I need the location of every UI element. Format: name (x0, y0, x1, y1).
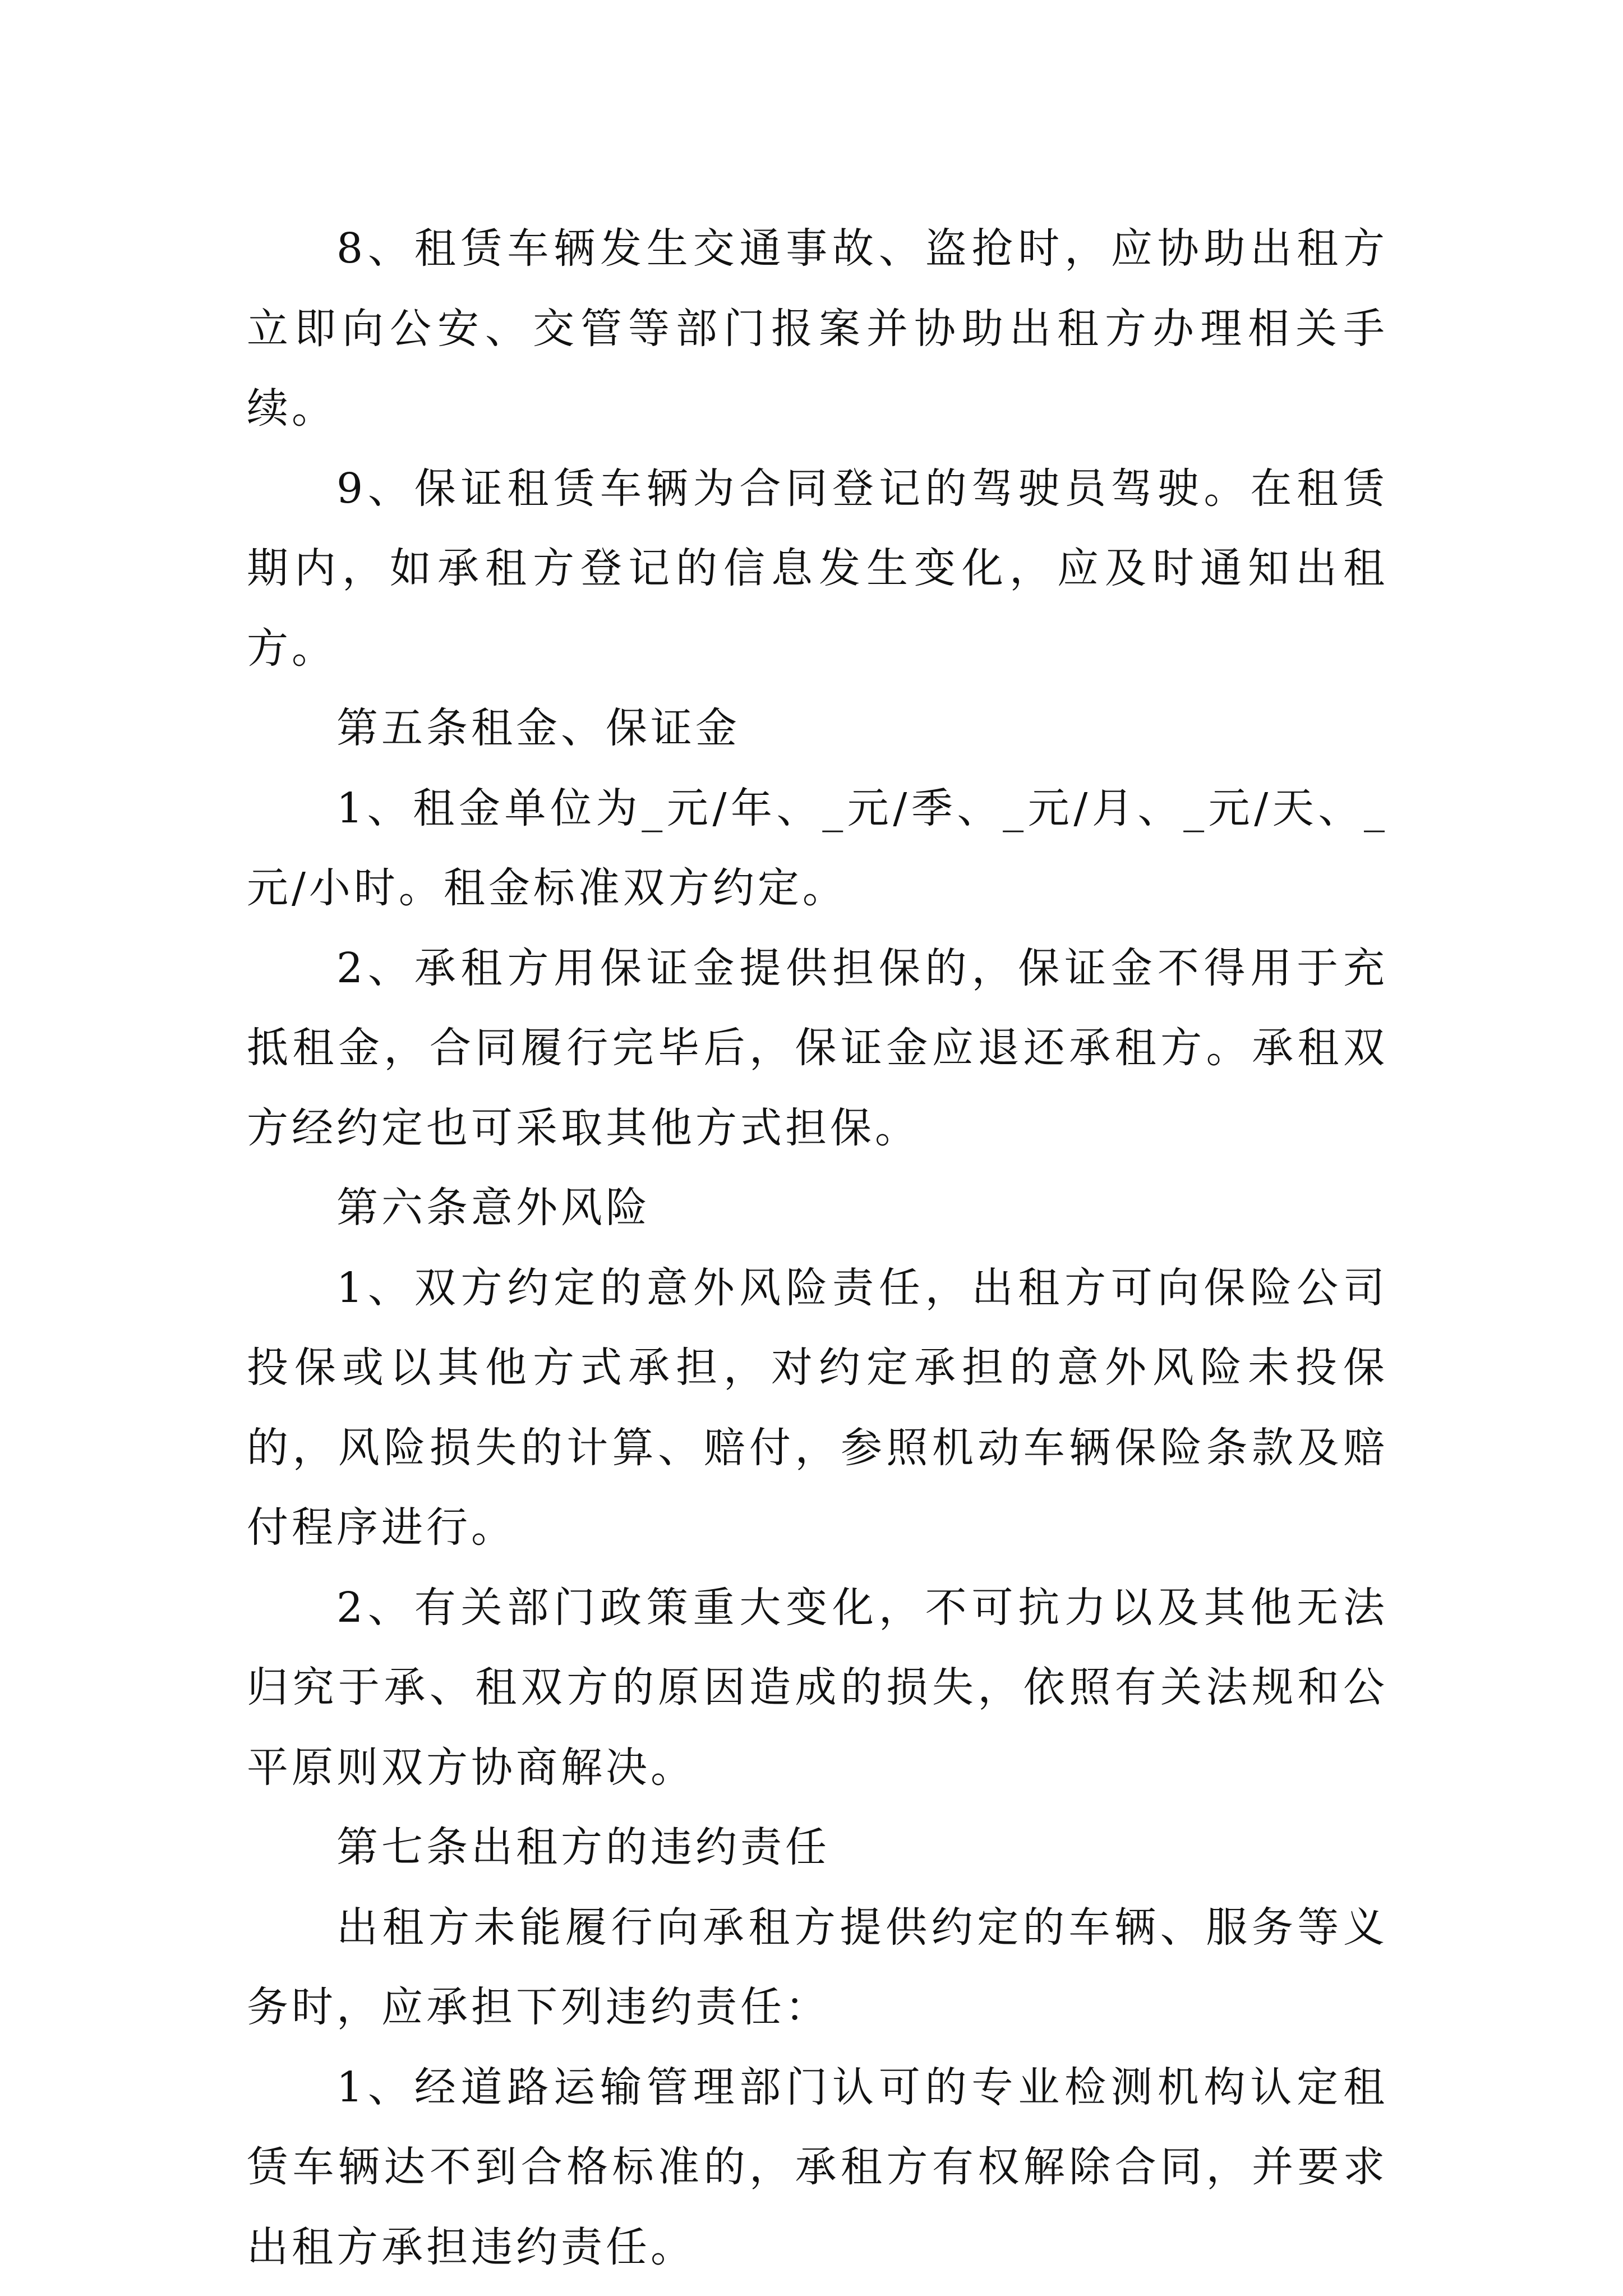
paragraph-deposit: 2、承租方用保证金提供担保的，保证金不得用于充抵租金，合同履行完毕后，保证金应退还承租方。承租双方经约定也可采取其他方式担保。 (247, 944, 1388, 1152)
paragraph-accident-duty: 8、租赁车辆发生交通事故、盗抢时，应协助出租方立即向公安、交管等部门报案并协助出租方办理相关手续。 (247, 224, 1388, 432)
paragraph-force-majeure: 2、有关部门政策重大变化，不可抗力以及其他无法归究于承、租双方的原因造成的损失，依照有关法规和公平原则双方协商解决。 (247, 1583, 1388, 1792)
paragraph-accident-risk: 1、双方约定的意外风险责任，出租方可向保险公司投保或以其他方式承担，对约定承担的意外风险未投保的，风险损失的计算、赔付，参照机动车辆保险条款及赔付程序进行。 (247, 1263, 1388, 1552)
paragraph-registered-driver: 9、保证租赁车辆为合同登记的驾驶员驾驶。在租赁期内，如承租方登记的信息发生变化，应及时通知出租方。 (247, 464, 1388, 673)
document-body (247, 209, 1388, 2287)
heading-article-6: 第六条意外风险 (336, 1184, 651, 1232)
paragraph-inspection: 1、经道路运输管理部门认可的专业检测机构认定租赁车辆达不到合格标准的，承租方有权解除合同，并要求出租方承担违约责任。 (247, 2063, 1388, 2271)
heading-article-5: 第五条租金、保证金 (336, 704, 740, 752)
paragraph-lessor-obligation: 出租方未能履行向承租方提供约定的车辆、服务等义务时，应承担下列违约责任： (247, 1903, 1388, 2031)
heading-article-7: 第七条出租方的违约责任 (336, 1823, 830, 1871)
paragraph-rent-unit: 1、租金单位为_元/年、_元/季、_元/月、_元/天、_元/小时。租金标准双方约定。 (247, 784, 1388, 912)
